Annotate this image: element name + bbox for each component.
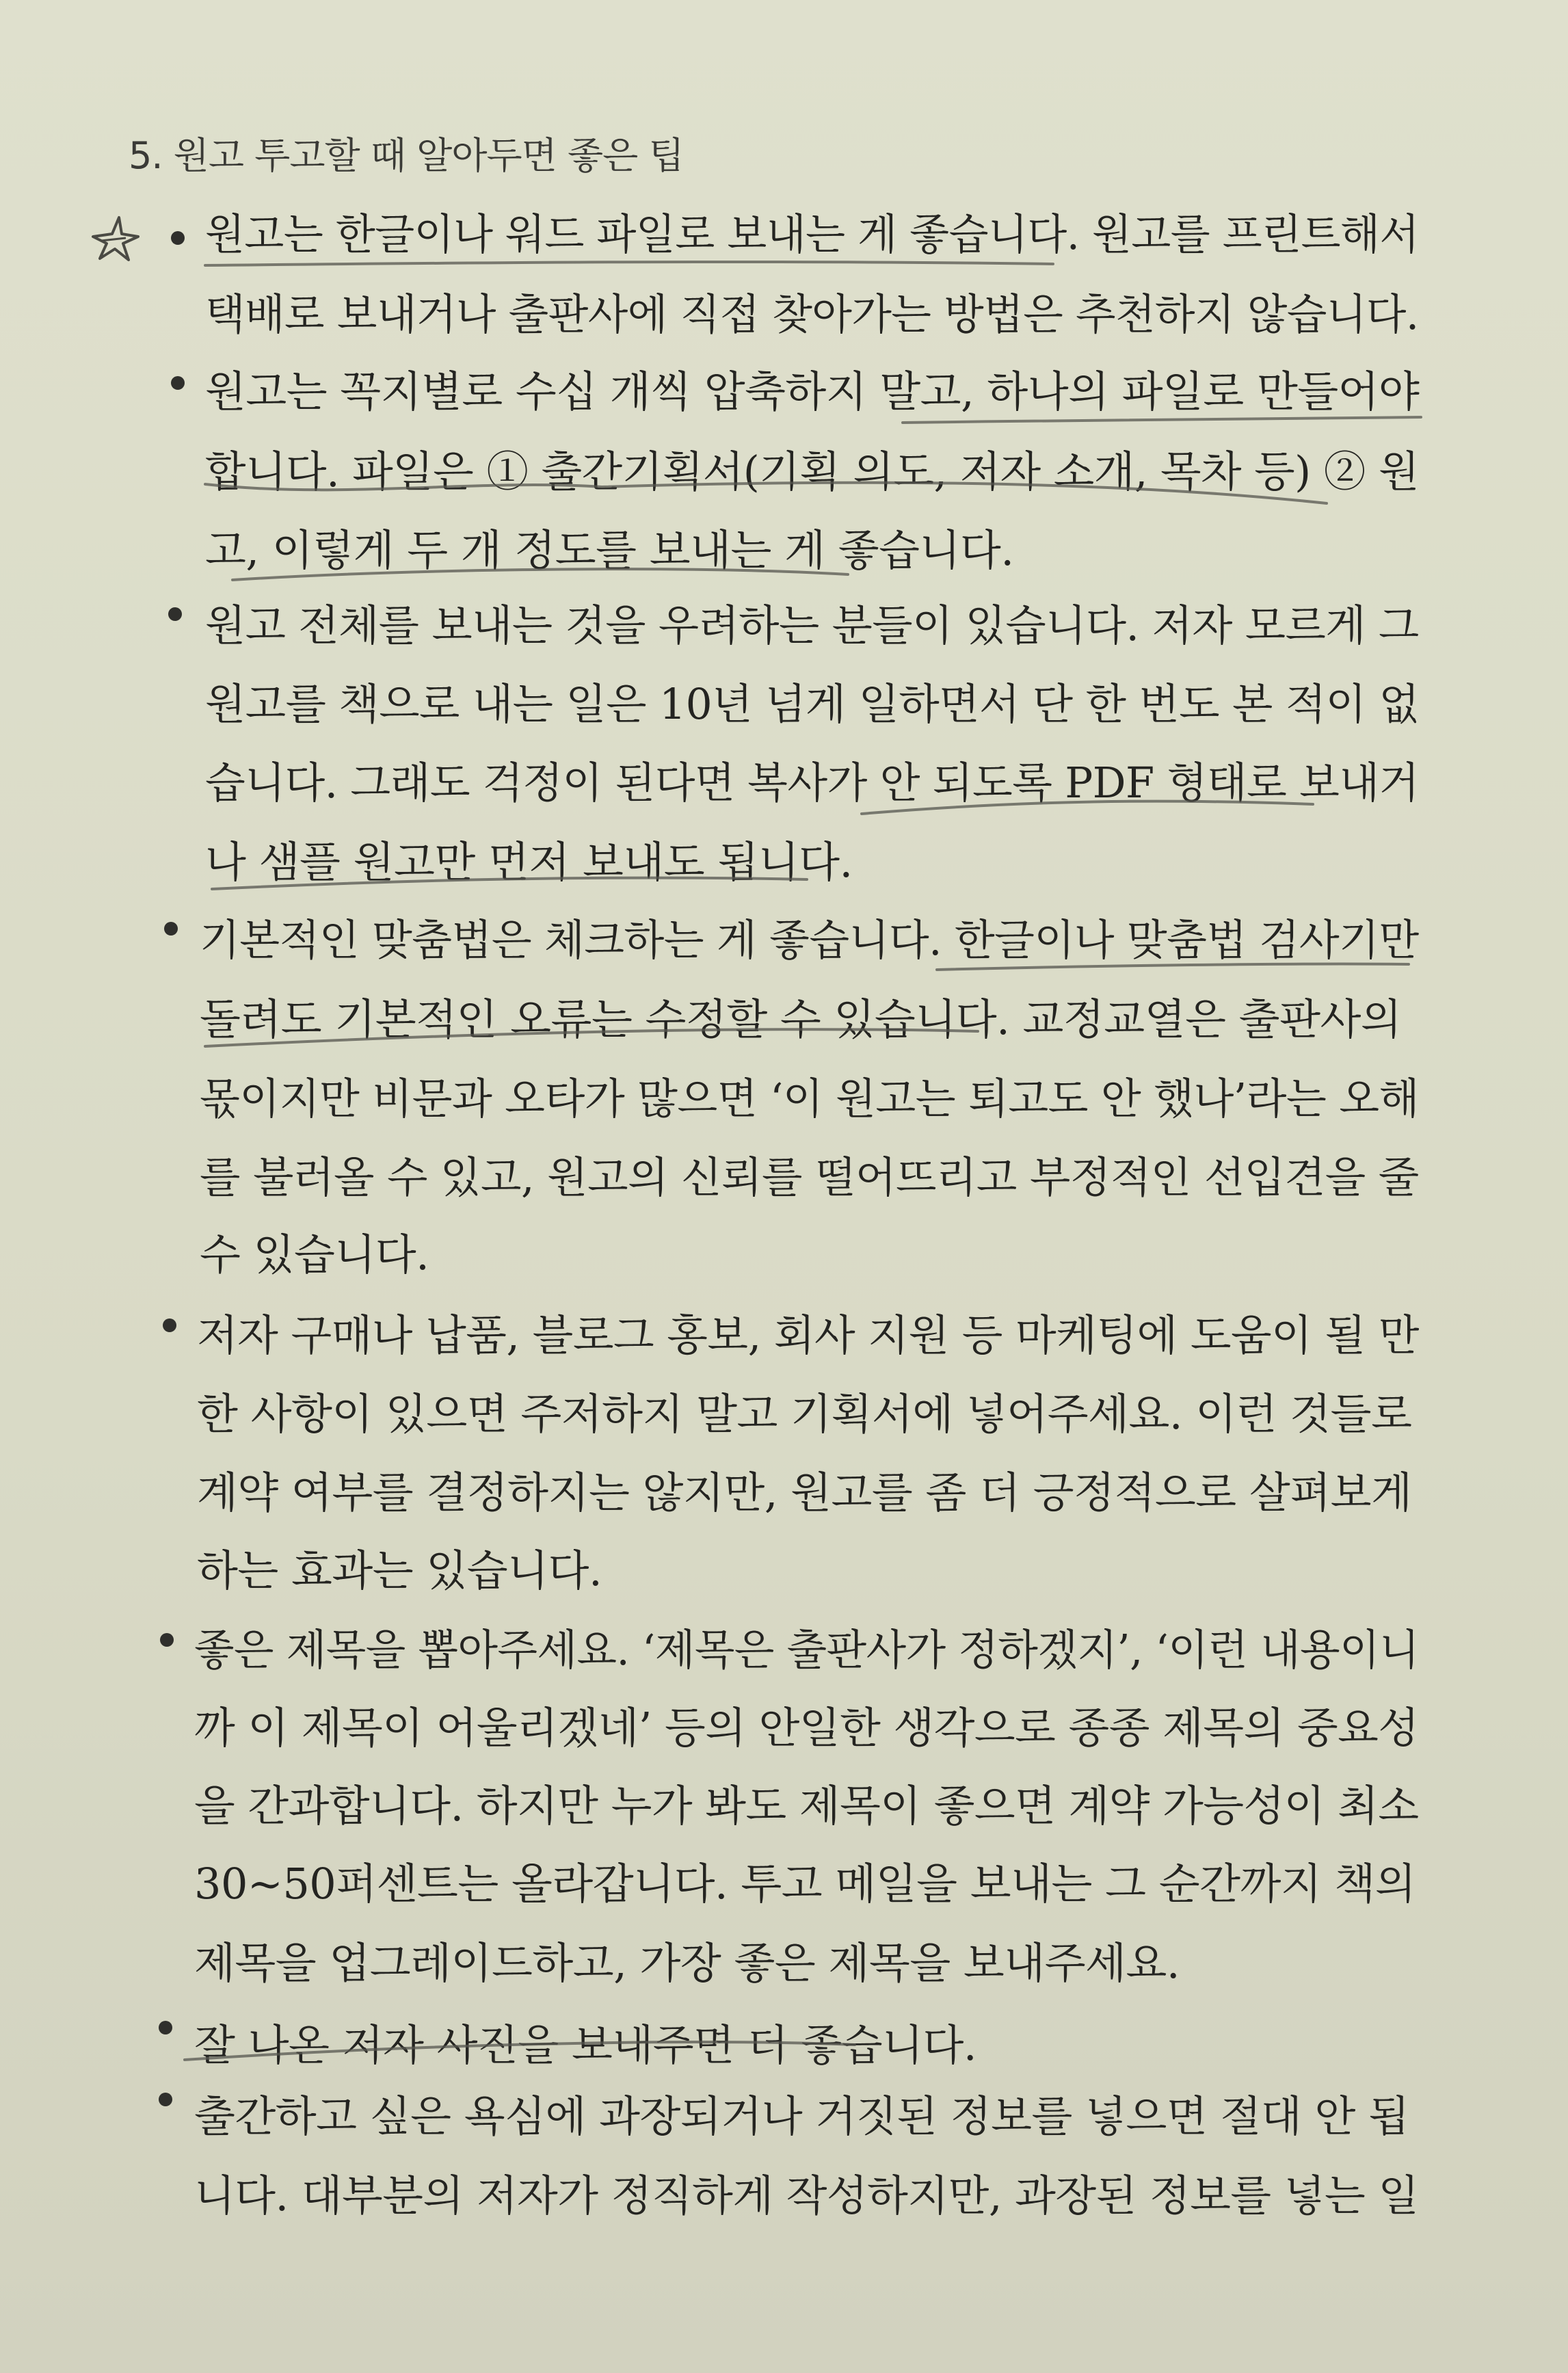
bullet-icon [160,1633,174,1647]
bullet-icon [171,376,185,390]
bullet-icon [171,231,185,245]
list-item-line: 하는 효과는 있습니다. [197,1546,602,1595]
bullet-icon [168,607,182,621]
list-item-line: 저자 구매나 납품, 블로그 홍보, 회사 지원 등 마케팅에 도움이 될 만 [197,1310,1419,1360]
list-item-line: 제목을 업그레이드하고, 가장 좋은 제목을 보내주세요. [194,1938,1180,1988]
list-item-line: 합니다. 파일은 ① 출간기획서(기획 의도, 저자 소개, 목차 등) ② 원 [205,447,1420,496]
list-item-line: 를 불러올 수 있고, 원고의 신뢰를 떨어뜨리고 부정적인 선입견을 줄 [200,1152,1419,1202]
list-item-line: 나 샘플 원고만 먼저 보내도 됩니다. [205,837,853,887]
list-item-line: 출간하고 싶은 욕심에 과장되거나 거짓된 정보를 넣으면 절대 안 됩 [194,2091,1409,2141]
list-item-line: 한 사항이 있으면 주저하지 말고 기획서에 넣어주세요. 이런 것들로 [197,1389,1412,1439]
bullet-icon [159,2021,172,2034]
list-item-line: 니다. 대부분의 저자가 정직하게 작성하지만, 과장된 정보를 넣는 일 [194,2171,1419,2220]
bullet-icon [159,2093,172,2106]
list-item-line: 기본적인 맞춤법은 체크하는 게 좋습니다. 한글이나 맞춤법 검사기만 [200,915,1419,965]
list-item-line: 을 간과합니다. 하지만 누가 봐도 제목이 좋으면 계약 가능성이 최소 [194,1781,1419,1831]
list-item-line: 30~50퍼센트는 올라갑니다. 투고 메일을 보내는 그 순간까지 책의 [194,1859,1416,1909]
section-heading: 5. 원고 투고할 때 알아두면 좋은 팁 [129,134,684,177]
list-item-line: 택배로 보내거나 출판사에 직접 찾아가는 방법은 추천하지 않습니다. [205,289,1419,339]
list-item-line: 잘 나온 저자 사진을 보내주면 더 좋습니다. [194,2020,977,2070]
list-item-line: 수 있습니다. [200,1230,429,1280]
list-item-line: 돌려도 기본적인 오류는 수정할 수 있습니다. 교정교열은 출판사의 [200,994,1402,1044]
list-item-line: 원고를 책으로 내는 일은 10년 넘게 일하면서 단 한 번도 본 적이 없 [205,679,1420,729]
list-item-line: 계약 여부를 결정하지는 않지만, 원고를 좀 더 긍정적으로 살펴보게 [197,1468,1412,1517]
list-item-line: 좋은 제목을 뽑아주세요. ‘제목은 출판사가 정하겠지’, ‘이런 내용이니 [194,1625,1420,1675]
list-item-line: 고, 이렇게 두 개 정도를 보내는 게 좋습니다. [205,525,1014,575]
bullet-icon [163,1318,176,1332]
list-item-line: 습니다. 그래도 걱정이 된다면 복사가 안 되도록 PDF 형태로 보내거 [205,758,1419,808]
list-item-line: 까 이 제목이 어울리겠네’ 등의 안일한 생각으로 종종 제목의 중요성 [194,1703,1419,1753]
bullet-icon [164,922,178,936]
list-item-line: 원고는 꼭지별로 수십 개씩 압축하지 말고, 하나의 파일로 만들어야 [205,367,1420,416]
list-item-line: 원고 전체를 보내는 것을 우려하는 분들이 있습니다. 저자 모르게 그 [205,600,1419,650]
list-item-line: 원고는 한글이나 워드 파일로 보내는 게 좋습니다. 원고를 프린트해서 [205,209,1419,259]
list-item-line: 몫이지만 비문과 오타가 많으면 ‘이 원고는 퇴고도 안 했나’라는 오해 [200,1074,1419,1124]
